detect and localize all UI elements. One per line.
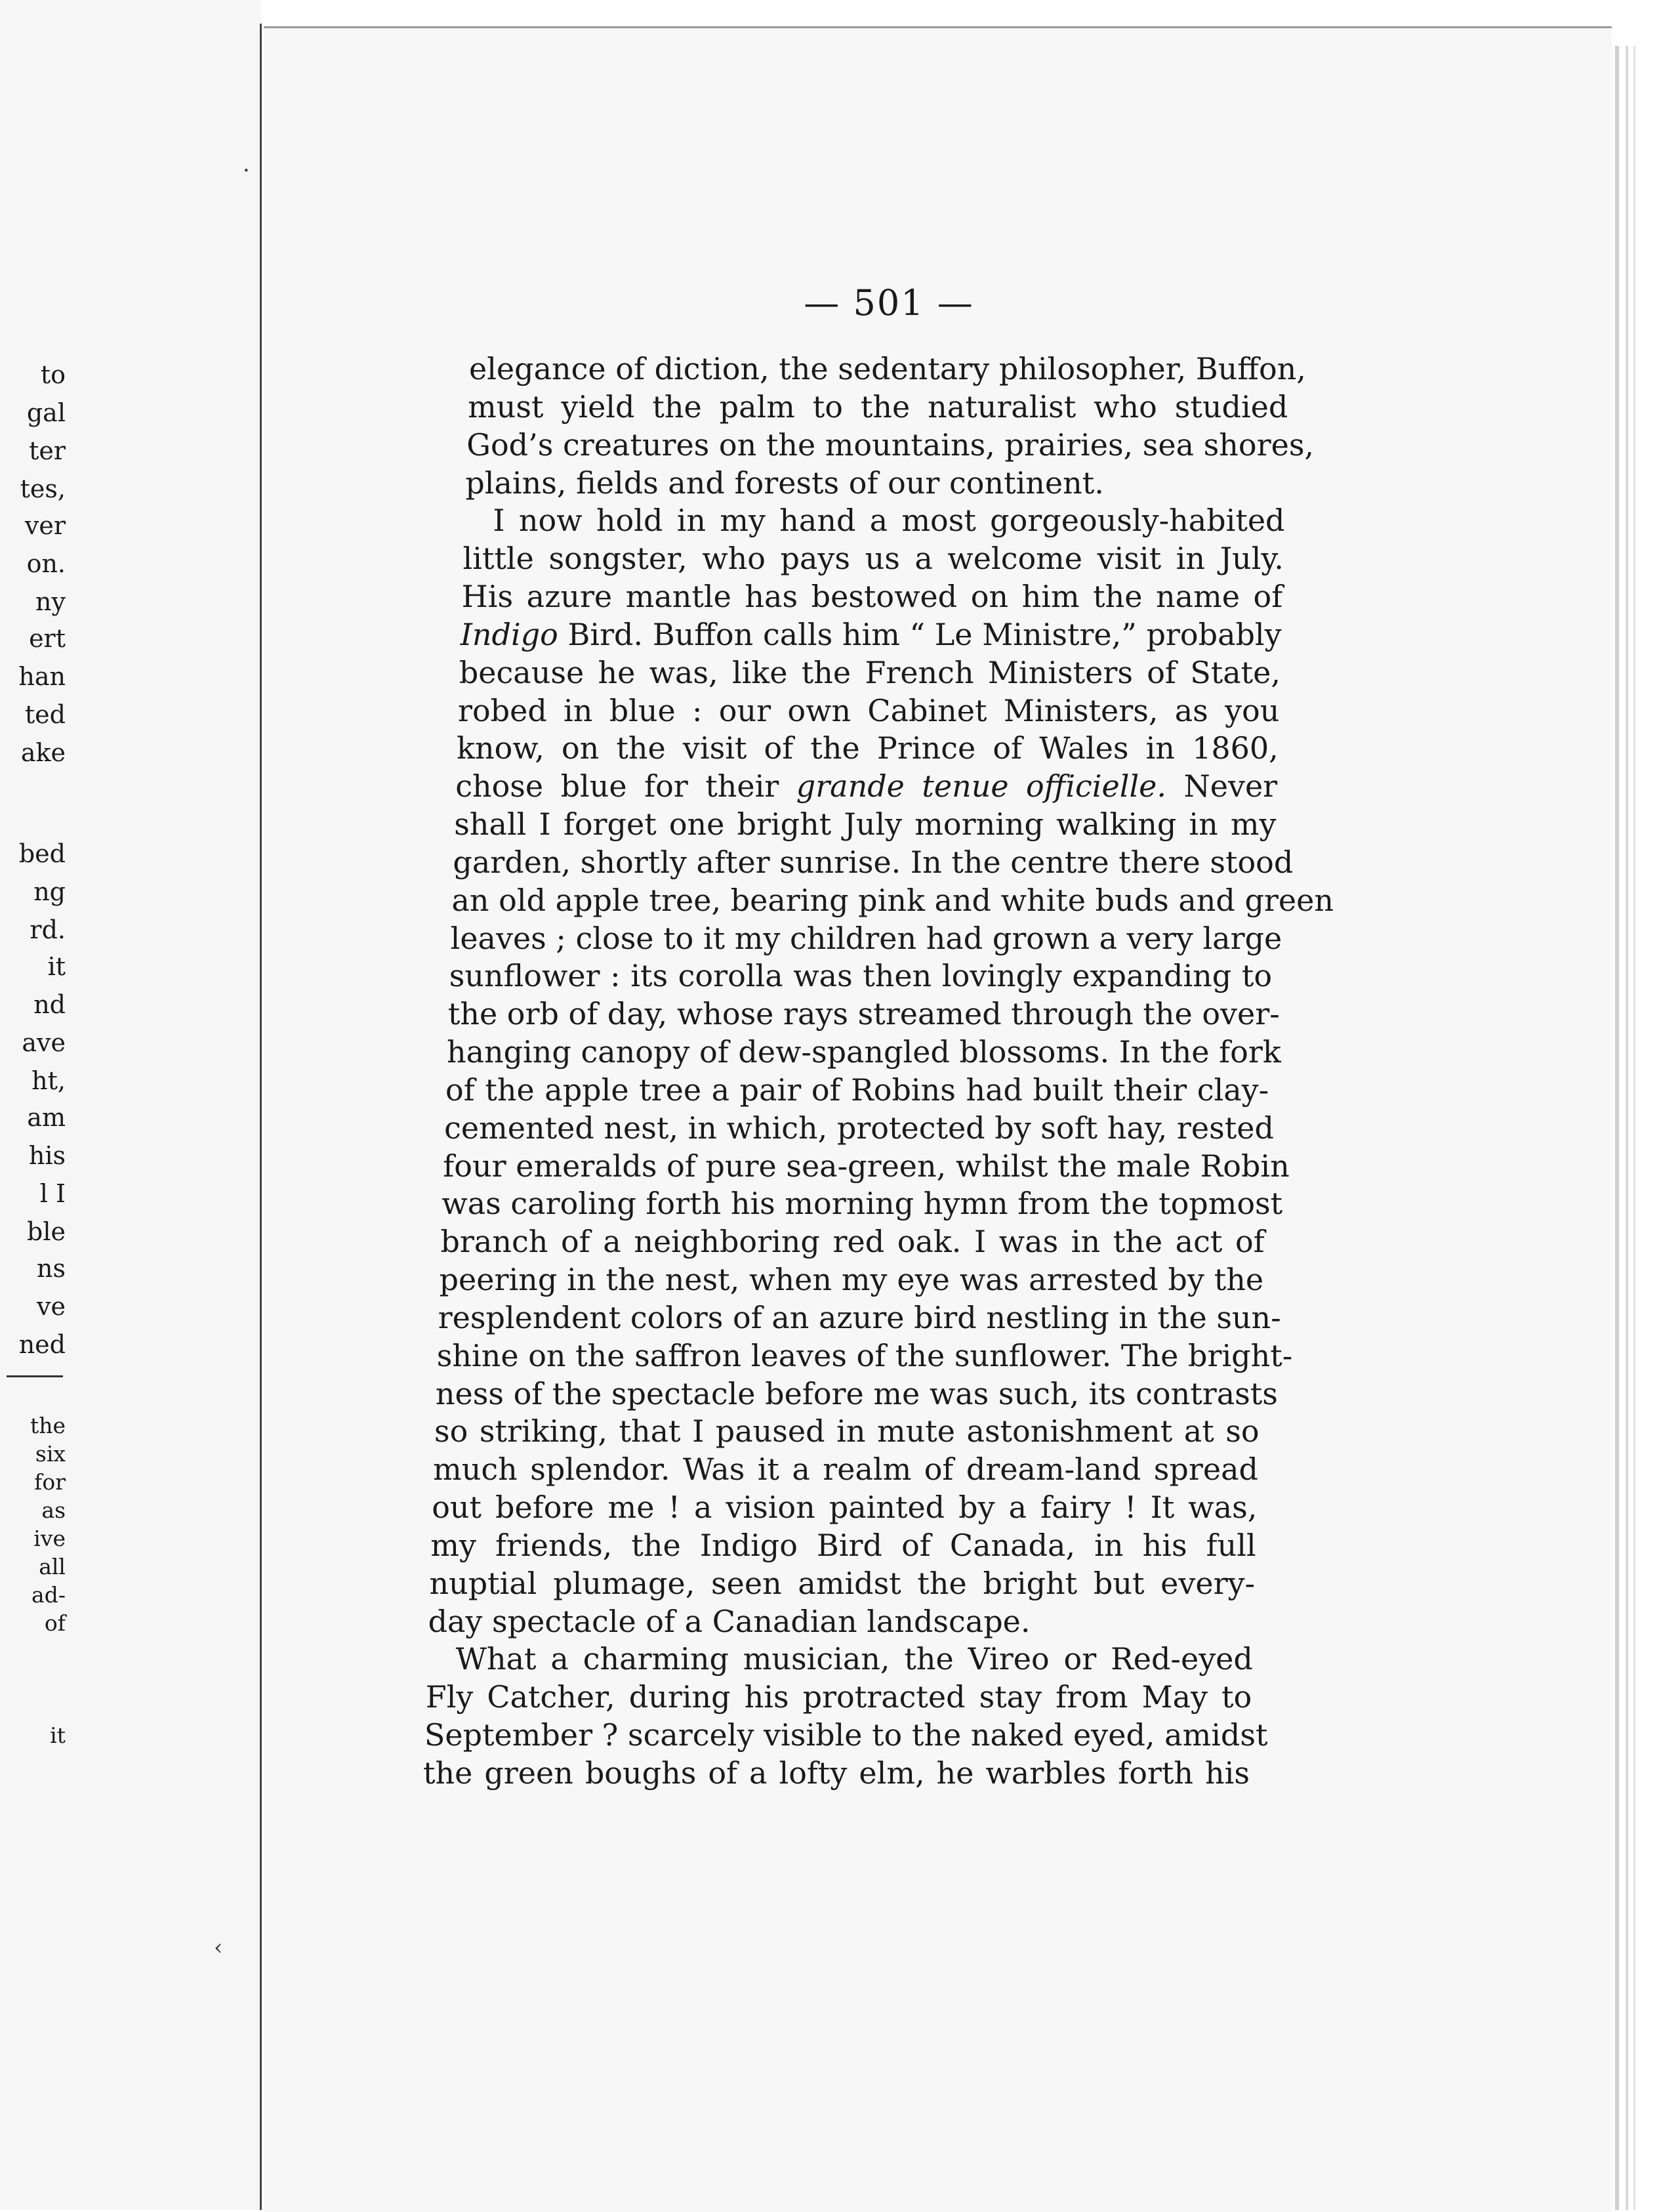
text-line: day spectacle of a Canadian landscape.	[428, 1603, 1031, 1639]
text-line: What a charming musician, the Vireo or Red-eyed	[455, 1641, 1253, 1677]
previous-page-text-fragment: ht,	[31, 1066, 66, 1095]
scan-mark: ·	[243, 157, 250, 184]
text-line: ness of the spectacle before me was such, its contrasts	[435, 1375, 1278, 1411]
text-line: because he was, like the French Ministers of State,	[459, 654, 1281, 690]
text-line: nuptial plumage, seen amidst the bright but every-	[429, 1565, 1256, 1601]
previous-page-footnote-fragment: ive	[33, 1526, 66, 1551]
text-line: know, on the visit of the Prince of Wales in 1860,	[457, 730, 1279, 766]
text-line: four emeralds of pure sea-green, whilst the male Robin	[443, 1148, 1290, 1184]
previous-page-text-fragment: ble	[27, 1217, 66, 1246]
text-line: an old apple tree, bearing pink and white buds and green	[451, 882, 1334, 918]
previous-page-text-fragment: han	[18, 662, 66, 691]
previous-page-text-fragment: rd.	[30, 915, 66, 944]
previous-page-text-fragment: nd	[33, 990, 66, 1019]
text-line: Fly Catcher, during his protracted stay from May to	[425, 1679, 1252, 1715]
text-line: the green boughs of a lofty elm, he warbles forth his	[423, 1755, 1250, 1791]
text-line: out before me ! a vision painted by a fairy ! It was,	[432, 1490, 1258, 1526]
text-line: September ? scarcely visible to the naked eyed, amidst	[424, 1717, 1268, 1753]
previous-page-text-fragment: ns	[37, 1254, 66, 1283]
previous-page-text-fragment: on.	[26, 549, 66, 578]
text-line: my friends, the Indigo Bird of Canada, in his full	[430, 1527, 1256, 1563]
previous-page-text-fragment: ave	[22, 1028, 66, 1057]
previous-page-footnote-fragment: of	[44, 1610, 66, 1636]
previous-page-text-fragment: ted	[24, 700, 66, 729]
previous-page-text-fragment: it	[47, 952, 66, 981]
previous-page-text-fragment: ng	[33, 877, 66, 906]
page-number: — 501 —	[804, 282, 974, 323]
text-line: elegance of diction, the sedentary philosopher, Buffon,	[469, 351, 1306, 386]
text-line: chose blue for their grande tenue officielle. Never	[455, 768, 1278, 804]
previous-page-footnote-fragment: as	[41, 1497, 66, 1523]
previous-page-text-fragment: gal	[26, 398, 66, 427]
text-line: was caroling forth his morning hymn from the topmost	[441, 1186, 1283, 1222]
scan-mark: ‹	[214, 1934, 223, 1961]
text-line: cemented nest, in which, protected by soft hay, rested	[444, 1110, 1274, 1146]
previous-page-text-fragment: ned	[18, 1330, 66, 1359]
text-line: sunflower : its corolla was then lovingly expanding to	[449, 958, 1273, 994]
text-line: Indigo Bird. Buffon calls him “ Le Ministre,” probably	[460, 616, 1282, 652]
previous-page-text-fragment: l I	[39, 1179, 66, 1208]
previous-page-text-fragment: to	[40, 360, 66, 389]
text-line: God’s creatures on the mountains, prairies, sea shores,	[466, 427, 1315, 463]
previous-page-footnote-fragment: it	[50, 1722, 66, 1748]
text-line: I now hold in my hand a most gorgeously-habited	[493, 503, 1285, 539]
text-line: branch of a neighboring red oak. I was in the act of	[440, 1224, 1265, 1260]
text-line: hanging canopy of dew-spangled blossoms. In the fork	[446, 1034, 1281, 1070]
previous-page-text-fragment: am	[27, 1103, 66, 1132]
previous-page-text-fragment: ver	[24, 511, 66, 540]
text-line: little songster, who pays us a welcome visit in July.	[462, 541, 1284, 577]
previous-page-footnote-fragment: ad-	[31, 1582, 66, 1608]
text-line: leaves ; close to it my children had grown a very large	[450, 920, 1282, 956]
previous-page-footnote-fragment: for	[34, 1469, 66, 1495]
previous-page-text-fragment: ny	[35, 587, 66, 616]
text-line: shall I forget one bright July morning walking in my	[454, 806, 1277, 843]
previous-page-text-fragment: ter	[29, 436, 66, 465]
previous-page-text-fragment: ake	[20, 738, 66, 767]
text-line: shine on the saffron leaves of the sunflower. The bright-	[436, 1337, 1293, 1373]
text-line: the orb of day, whose rays streamed through the over-	[447, 996, 1280, 1032]
text-line: so striking, that I paused in mute astonishment at so	[434, 1413, 1260, 1450]
text-line: peering in the nest, when my eye was arrested by the	[439, 1262, 1264, 1298]
text-line: must yield the palm to the naturalist who studied	[468, 388, 1288, 425]
previous-page-text-fragment: tes,	[20, 474, 66, 503]
previous-page-text-fragment: bed	[18, 839, 66, 868]
text-line: robed in blue : our own Cabinet Ministers, as you	[457, 692, 1280, 728]
previous-page-text-fragment: his	[28, 1141, 66, 1170]
text-line: of the apple tree a pair of Robins had built their clay-	[445, 1072, 1269, 1108]
text-line: plains, fields and forests of our continent.	[465, 465, 1104, 501]
text-line: His azure mantle has bestowed on him the name of	[461, 579, 1283, 615]
text-line: much splendor. Was it a realm of dream-land spread	[433, 1451, 1258, 1488]
previous-page-footnote-fragment: six	[35, 1441, 66, 1467]
text-line: resplendent colors of an azure bird nestling in the sun-	[438, 1299, 1281, 1335]
previous-page-footnote-fragment: all	[39, 1554, 66, 1579]
previous-page-text-fragment: ert	[29, 624, 66, 653]
previous-page-footnote-fragment: the	[30, 1413, 66, 1438]
previous-page-text-fragment: ve	[37, 1292, 66, 1321]
text-line: garden, shortly after sunrise. In the centre there stood	[453, 844, 1294, 880]
